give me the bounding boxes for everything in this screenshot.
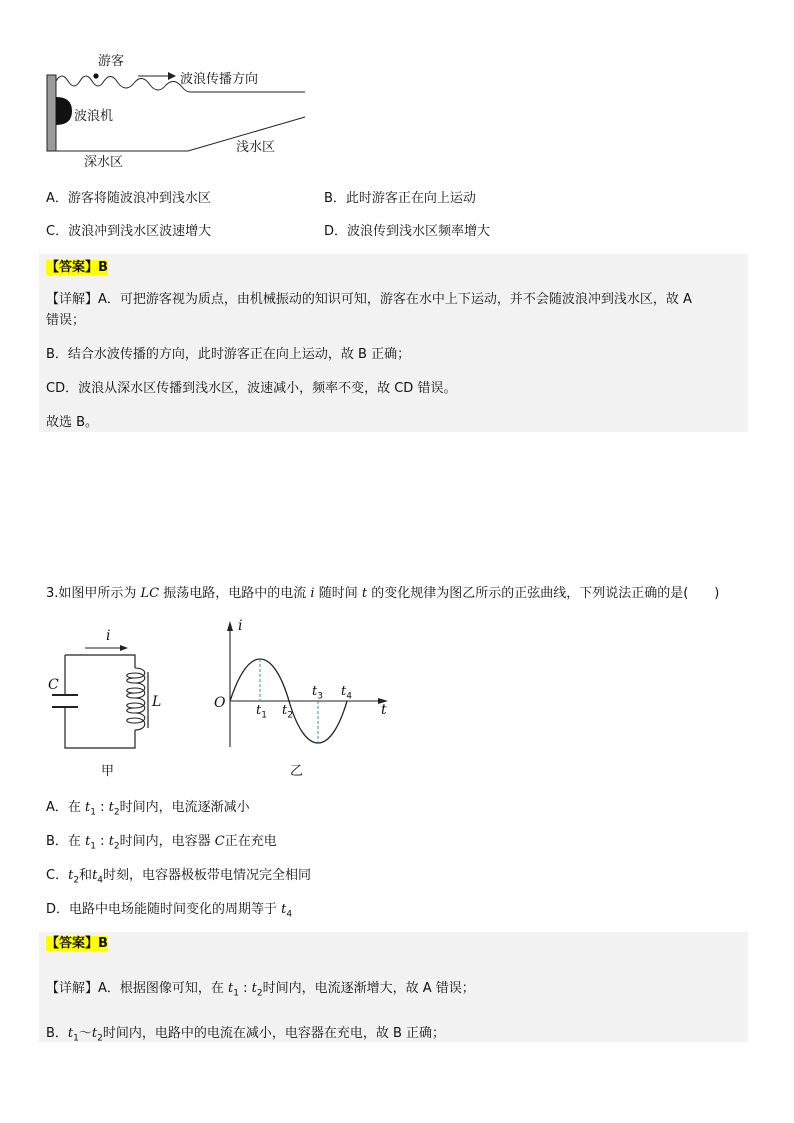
q3-option-c: C．$t_2$和$t_4$时刻，电容器极板带电情况完全相同 [46,868,312,886]
q2-option-c: C．波浪冲到浅水区波速增大 [46,224,212,239]
q2-conclusion: 故选 B。 [46,415,99,430]
graph-label-t3: $t_3$ [312,684,323,702]
inductor-coil [127,668,145,730]
q2-detail-line1: 【详解】A．可把游客视为质点，由机械振动的知识可知，游客在水中上下运动，并不会随波浪冲到浅水区，故 A [46,292,692,307]
q3-answer [46,935,108,953]
graph-label-o: O [214,695,226,711]
q3-option-d: D．电路中电场能随时间变化的周期等于 $t_4$ [46,902,293,920]
graph-label-t1: $t_1$ [256,703,267,721]
i-axis-arrow [227,621,233,631]
current-time-graph [200,615,400,755]
graph-label-t2: $t_2$ [282,703,293,721]
label-direction: 波浪传播方向 [180,72,259,87]
tourist-dot [93,73,98,78]
pool-wall [47,75,56,151]
q2-option-a: A．游客将随波浪冲到浅水区 [46,191,211,206]
label-wave-machine: 波浪机 [74,109,114,124]
label-deep-water: 深水区 [84,155,124,170]
label-tourist: 游客 [98,54,125,69]
circuit-wire-bottom [65,707,135,748]
graph-label-i: i [238,618,243,634]
q2-answer-block [39,254,748,432]
circuit-label-i: i [106,628,111,644]
q3-stem: 3.如图甲所示为 LC 振荡电路，电路中的电流 i 随时间 t 的变化规律为图乙所示的正弦曲线，下列说法正确的是( ) [46,586,720,601]
label-shallow-water: 浅水区 [236,140,276,155]
current-arrow-head [120,645,128,651]
q2-detail-line2: 错误； [46,313,86,328]
direction-arrow-head [168,72,176,80]
wave-machine [56,97,72,125]
q2-option-d: D．波浪传到浅水区频率增大 [324,224,491,239]
circuit-label-c: C [48,677,59,693]
graph-label-t: t [381,702,387,718]
q3-detail-a: 【详解】A．根据图像可知，在 $t_1$ : $t_2$时间内，电流逐渐增大，故 A 错误； [46,981,475,999]
q2-detail-b: B．结合水波传播的方向，此时游客正在向上运动，故 B 正确； [46,347,411,362]
circuit-wire [65,655,135,668]
q3-option-b: B．在 $t_1$ : $t_2$时间内，电容器 C正在充电 [46,834,277,852]
graph-label-t4: $t_4$ [341,684,352,702]
q3-detail-b: B．$t_1\sim t_2$时间内，电路中的电流在减小，电容器在充电，故 B 正确； [46,1026,446,1044]
q2-option-b: B．此时游客正在向上运动 [324,191,476,206]
q2-answer [46,259,108,277]
graph-caption: 乙 [290,764,304,779]
circuit-label-l: L [152,694,162,710]
q2-detail-cd: CD．波浪从深水区传播到浅水区，波速减小，频率不变，故 CD 错误。 [46,381,457,396]
answer-tag: 【答案】B [46,260,108,275]
q3-option-a: A．在 $t_1$ : $t_2$时间内，电流逐渐减小 [46,800,250,818]
answer-tag: 【答案】B [46,936,108,951]
circuit-caption: 甲 [101,764,115,779]
